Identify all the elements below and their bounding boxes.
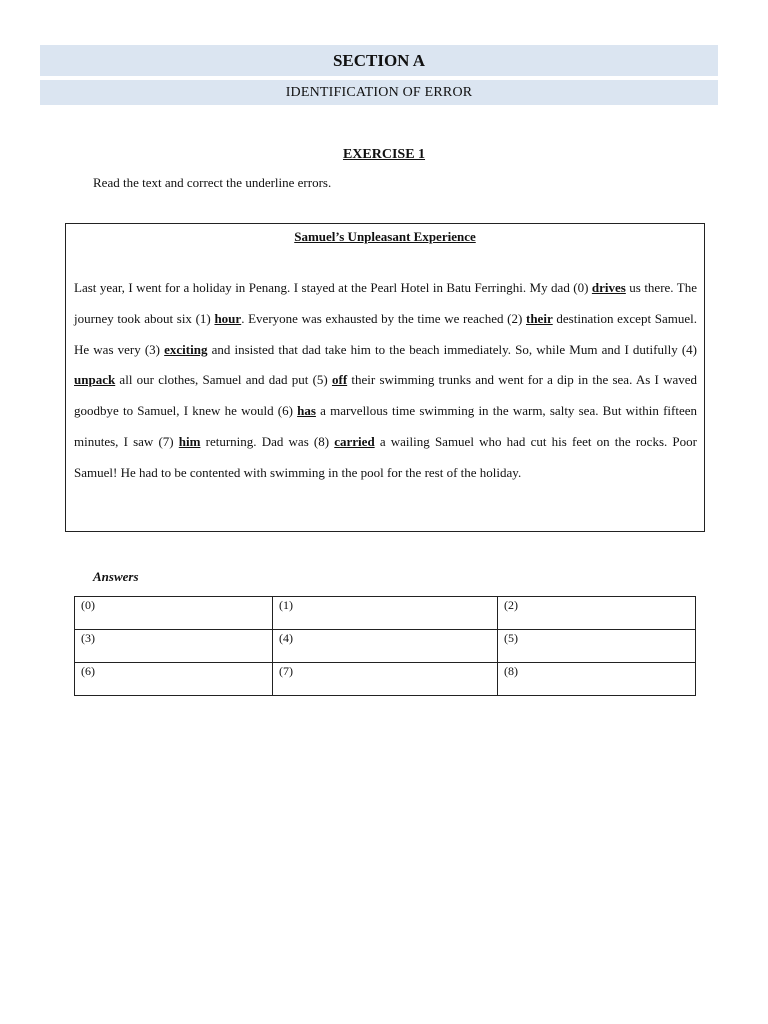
- answers-row: [75, 663, 696, 696]
- passage-text: us there. The journey took about six (1): [74, 280, 697, 326]
- error-word: off: [331, 372, 348, 388]
- answer-cell[interactable]: (1): [273, 597, 498, 630]
- answer-cell[interactable]: (2): [498, 597, 696, 630]
- answers-table: [74, 596, 696, 696]
- exercise-instruction: Read the text and correct the underline errors.: [93, 175, 332, 190]
- error-word: him: [178, 433, 201, 449]
- answer-cell[interactable]: (5): [498, 630, 696, 663]
- passage-text: their swimming trunks and went for a dip in the sea. As I waved goodbye to Samuel, I knew he would (6): [74, 372, 697, 419]
- section-title: SECTION A: [332, 51, 426, 70]
- passage-text: and insisted that dad take him to the beach immediately. So, while Mum and I dutifully (4): [207, 341, 697, 357]
- answer-cell[interactable]: (0): [75, 597, 273, 630]
- answer-cell[interactable]: (6): [75, 663, 273, 696]
- answer-cell[interactable]: (4): [273, 630, 498, 663]
- story-title: Samuel’s Unpleasant Experience: [294, 229, 476, 244]
- passage-text: destination except Samuel. He was very (3): [74, 310, 697, 357]
- answers-row: [75, 630, 696, 663]
- passage-text: returning. Dad was (8): [200, 433, 335, 449]
- error-word: exciting: [164, 341, 208, 357]
- answer-cell[interactable]: (8): [498, 663, 696, 696]
- story-passage: [74, 273, 697, 489]
- exercise-title: EXERCISE 1: [342, 147, 426, 162]
- section-subtitle: IDENTIFICATION OF ERROR: [285, 85, 473, 100]
- answer-cell[interactable]: (3): [75, 630, 273, 663]
- passage-text: a marvellous time swimming in the warm, salty sea. But within fifteen minutes, I saw (7): [74, 403, 697, 449]
- error-word: their: [526, 310, 553, 326]
- passage-text: Last year, I went for a holiday in Penang. I stayed at the Pearl Hotel in Batu Ferringhi. My dad (0): [74, 280, 592, 295]
- error-word: unpack: [74, 372, 116, 388]
- error-word: has: [297, 403, 316, 419]
- answers-label: Answers: [93, 569, 139, 584]
- passage-text: . Everyone was exhausted by the time we reached (2): [241, 310, 526, 326]
- error-word: hour: [214, 310, 242, 326]
- section-subtitle-band: [40, 79, 718, 105]
- passage-text: all our clothes, Samuel and dad put (5): [115, 372, 332, 388]
- answers-row: [75, 597, 696, 630]
- error-word: drives: [591, 280, 626, 295]
- section-title-band: [40, 44, 718, 76]
- passage-text: a wailing Samuel who had cut his feet on the rocks. Poor Samuel! He had to be contented with swimming in the pool for the rest of the holiday.: [74, 433, 697, 480]
- answer-cell[interactable]: (7): [273, 663, 498, 696]
- error-word: carried: [334, 433, 375, 449]
- story-text-box: [65, 223, 705, 532]
